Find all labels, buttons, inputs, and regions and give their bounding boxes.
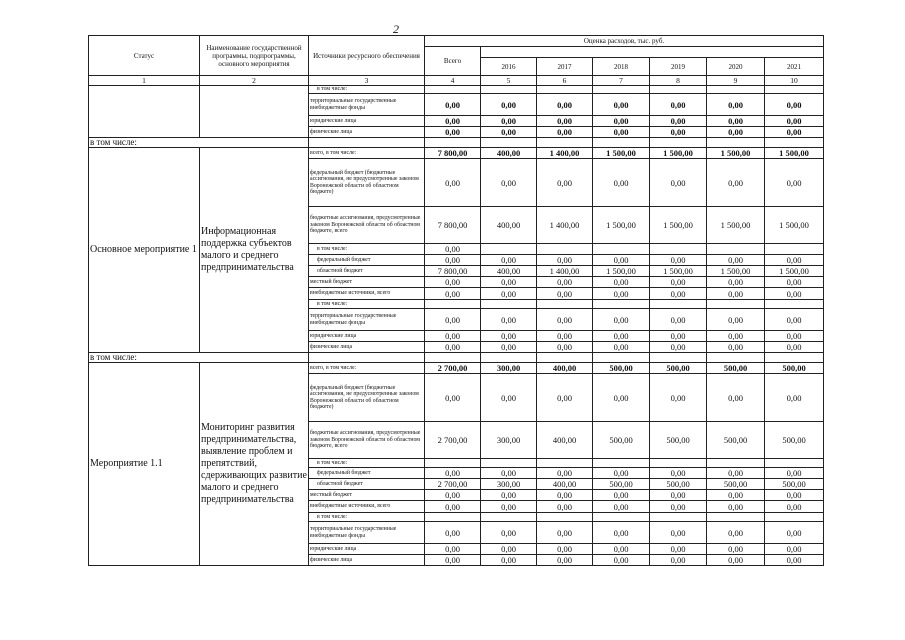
column-number: 5 (481, 76, 537, 86)
table-body (89, 36, 824, 566)
value-cell: 0,00 (765, 490, 824, 501)
value-cell: 0,00 (765, 127, 824, 138)
value-cell: 0,00 (765, 374, 824, 422)
value-cell: 0,00 (537, 342, 593, 353)
name-cell-continued (200, 86, 309, 138)
value-cell (650, 300, 707, 309)
source-cell: федеральный бюджет (309, 468, 425, 479)
value-cell: 0,00 (650, 555, 707, 566)
value-cell: 0,00 (537, 544, 593, 555)
value-cell: 400,00 (481, 148, 537, 159)
value-cell: 500,00 (650, 363, 707, 374)
value-cell: 0,00 (765, 255, 824, 266)
value-cell: 0,00 (537, 116, 593, 127)
source-cell: областной бюджет (309, 266, 425, 277)
column-number: 9 (707, 76, 765, 86)
value-cell (707, 513, 765, 522)
value-cell: 500,00 (707, 363, 765, 374)
column-number: 3 (309, 76, 425, 86)
empty-cell (707, 353, 765, 363)
value-cell: 0,00 (707, 255, 765, 266)
value-cell: 0,00 (425, 277, 481, 288)
value-cell (537, 513, 593, 522)
value-cell: 0,00 (593, 94, 650, 116)
value-cell (593, 244, 650, 255)
value-cell: 0,00 (707, 116, 765, 127)
value-cell (650, 459, 707, 468)
column-number: 10 (765, 76, 824, 86)
value-cell: 1 500,00 (593, 207, 650, 244)
value-cell: 0,00 (537, 490, 593, 501)
value-cell: 0,00 (707, 374, 765, 422)
value-cell: 0,00 (537, 555, 593, 566)
value-cell: 0,00 (650, 342, 707, 353)
header-status: Статус (89, 36, 200, 76)
header-estimate: Оценка расходов, тыс. руб. (425, 36, 824, 47)
empty-cell (537, 138, 593, 148)
value-cell: 0,00 (593, 116, 650, 127)
value-cell: 0,00 (765, 522, 824, 544)
value-cell: 500,00 (593, 422, 650, 459)
source-cell: юридические лица (309, 544, 425, 555)
value-cell: 0,00 (650, 116, 707, 127)
value-cell: 0,00 (425, 374, 481, 422)
empty-cell (593, 353, 650, 363)
value-cell: 1 400,00 (537, 148, 593, 159)
source-cell: федеральный бюджет (309, 255, 425, 266)
section-label: в том числе: (89, 138, 309, 148)
value-cell: 0,00 (707, 522, 765, 544)
value-cell: 0,00 (765, 555, 824, 566)
value-cell (765, 300, 824, 309)
source-cell: территориальные государственные внебюджетные фонды (309, 309, 425, 331)
value-cell: 1 500,00 (707, 207, 765, 244)
value-cell: 0,00 (650, 255, 707, 266)
empty-cell (593, 138, 650, 148)
value-cell: 0,00 (425, 501, 481, 513)
value-cell: 400,00 (481, 207, 537, 244)
status-cell-continued (89, 86, 200, 138)
value-cell: 0,00 (425, 288, 481, 300)
value-cell: 0,00 (593, 501, 650, 513)
value-cell: 0,00 (537, 277, 593, 288)
value-cell (425, 513, 481, 522)
value-cell: 0,00 (593, 374, 650, 422)
status-cell: Мероприятие 1.1 (89, 363, 200, 566)
table-row (89, 86, 824, 94)
value-cell: 0,00 (765, 331, 824, 342)
value-cell: 0,00 (707, 544, 765, 555)
empty-cell (537, 353, 593, 363)
value-cell (425, 300, 481, 309)
value-cell: 1 500,00 (593, 266, 650, 277)
value-cell: 0,00 (481, 94, 537, 116)
source-cell: территориальные государственные внебюджетные фонды (309, 94, 425, 116)
value-cell: 0,00 (481, 555, 537, 566)
value-cell (765, 86, 824, 94)
value-cell: 500,00 (765, 422, 824, 459)
value-cell: 1 500,00 (593, 148, 650, 159)
header-spacer (481, 47, 824, 58)
column-number-row (89, 76, 824, 86)
value-cell: 0,00 (707, 555, 765, 566)
value-cell: 0,00 (707, 331, 765, 342)
source-cell: в том числе: (309, 513, 425, 522)
source-cell: в том числе: (309, 300, 425, 309)
value-cell: 500,00 (593, 479, 650, 490)
value-cell: 0,00 (481, 288, 537, 300)
value-cell: 0,00 (537, 309, 593, 331)
value-cell: 300,00 (481, 422, 537, 459)
empty-cell (309, 353, 425, 363)
header-year: 2016 (481, 58, 537, 76)
value-cell: 0,00 (765, 309, 824, 331)
value-cell: 0,00 (765, 342, 824, 353)
header-year: 2017 (537, 58, 593, 76)
value-cell: 0,00 (707, 309, 765, 331)
header-name: Наименование государственной программы, подпрограммы, основного мероприятия (200, 36, 309, 76)
value-cell: 0,00 (537, 288, 593, 300)
value-cell: 0,00 (537, 255, 593, 266)
value-cell: 0,00 (593, 331, 650, 342)
value-cell (765, 459, 824, 468)
value-cell: 1 500,00 (765, 148, 824, 159)
empty-cell (707, 138, 765, 148)
value-cell: 2 700,00 (425, 363, 481, 374)
table-row (89, 148, 824, 159)
source-cell: в том числе: (309, 459, 425, 468)
value-cell: 0,00 (481, 277, 537, 288)
value-cell: 0,00 (707, 490, 765, 501)
section-row (89, 138, 824, 148)
value-cell: 0,00 (425, 331, 481, 342)
value-cell: 0,00 (425, 244, 481, 255)
value-cell: 0,00 (650, 309, 707, 331)
value-cell: 0,00 (425, 127, 481, 138)
page-number: 2 (393, 22, 399, 36)
source-cell: юридические лица (309, 331, 425, 342)
source-cell: территориальные государственные внебюджетные фонды (309, 522, 425, 544)
value-cell (707, 86, 765, 94)
column-number: 7 (593, 76, 650, 86)
value-cell: 1 500,00 (650, 148, 707, 159)
empty-cell (650, 353, 707, 363)
value-cell (593, 513, 650, 522)
value-cell: 0,00 (537, 522, 593, 544)
value-cell: 1 500,00 (707, 266, 765, 277)
value-cell (593, 86, 650, 94)
column-number: 1 (89, 76, 200, 86)
value-cell: 0,00 (425, 490, 481, 501)
value-cell: 0,00 (707, 277, 765, 288)
value-cell: 7 800,00 (425, 148, 481, 159)
value-cell (481, 513, 537, 522)
value-cell: 0,00 (425, 468, 481, 479)
value-cell: 7 800,00 (425, 266, 481, 277)
value-cell (481, 244, 537, 255)
empty-cell (481, 138, 537, 148)
source-cell: внебюджетные источники, всего (309, 501, 425, 513)
value-cell: 0,00 (593, 468, 650, 479)
column-number: 2 (200, 76, 309, 86)
column-number: 8 (650, 76, 707, 86)
value-cell: 0,00 (425, 116, 481, 127)
source-cell: в том числе: (309, 86, 425, 94)
value-cell: 0,00 (650, 127, 707, 138)
value-cell: 400,00 (537, 422, 593, 459)
value-cell (425, 86, 481, 94)
value-cell: 0,00 (593, 555, 650, 566)
value-cell: 500,00 (707, 479, 765, 490)
value-cell: 400,00 (481, 266, 537, 277)
value-cell (481, 300, 537, 309)
value-cell: 0,00 (425, 255, 481, 266)
value-cell: 0,00 (537, 501, 593, 513)
value-cell: 0,00 (765, 277, 824, 288)
value-cell (593, 300, 650, 309)
value-cell: 0,00 (481, 127, 537, 138)
source-cell: физические лица (309, 342, 425, 353)
value-cell: 0,00 (593, 277, 650, 288)
value-cell (765, 513, 824, 522)
value-cell (481, 86, 537, 94)
value-cell: 0,00 (537, 127, 593, 138)
source-cell: бюджетные ассигнования, предусмотренные законом Воронежской области об областном бюджете, всего (309, 422, 425, 459)
value-cell: 0,00 (537, 374, 593, 422)
value-cell: 0,00 (481, 159, 537, 207)
value-cell: 1 500,00 (650, 266, 707, 277)
value-cell: 0,00 (650, 468, 707, 479)
value-cell: 1 500,00 (707, 148, 765, 159)
value-cell: 0,00 (537, 159, 593, 207)
value-cell: 0,00 (481, 331, 537, 342)
value-cell: 1 500,00 (650, 207, 707, 244)
name-cell: Информационная поддержка субъектов малого и среднего предпринимательства (200, 148, 309, 353)
source-cell: всего, в том числе: (309, 363, 425, 374)
value-cell: 0,00 (765, 94, 824, 116)
empty-cell (425, 353, 481, 363)
value-cell: 500,00 (765, 479, 824, 490)
value-cell (537, 244, 593, 255)
value-cell: 0,00 (593, 490, 650, 501)
value-cell: 0,00 (650, 501, 707, 513)
value-cell: 0,00 (707, 468, 765, 479)
value-cell: 500,00 (650, 479, 707, 490)
value-cell: 0,00 (425, 309, 481, 331)
value-cell (650, 513, 707, 522)
value-cell: 300,00 (481, 363, 537, 374)
value-cell: 0,00 (481, 544, 537, 555)
empty-cell (481, 353, 537, 363)
value-cell (537, 86, 593, 94)
value-cell: 0,00 (481, 309, 537, 331)
value-cell: 1 400,00 (537, 266, 593, 277)
value-cell: 0,00 (481, 116, 537, 127)
value-cell: 0,00 (425, 544, 481, 555)
value-cell: 0,00 (481, 468, 537, 479)
status-cell: Основное мероприятие 1 (89, 148, 200, 353)
source-cell: в том числе: (309, 244, 425, 255)
value-cell: 0,00 (425, 159, 481, 207)
value-cell: 0,00 (650, 374, 707, 422)
value-cell: 0,00 (481, 501, 537, 513)
value-cell (707, 300, 765, 309)
value-cell: 2 700,00 (425, 422, 481, 459)
header-total: Всего (425, 47, 481, 76)
value-cell: 1 500,00 (765, 266, 824, 277)
value-cell: 0,00 (707, 127, 765, 138)
value-cell: 0,00 (765, 159, 824, 207)
value-cell: 300,00 (481, 479, 537, 490)
value-cell: 0,00 (537, 94, 593, 116)
table-row (89, 363, 824, 374)
value-cell: 0,00 (707, 159, 765, 207)
value-cell: 0,00 (707, 288, 765, 300)
source-cell: федеральный бюджет (бюджетные ассигнования, не предусмотренные законом Воронежской области об областном бюджете) (309, 159, 425, 207)
value-cell: 0,00 (650, 544, 707, 555)
value-cell: 400,00 (537, 363, 593, 374)
value-cell: 0,00 (481, 374, 537, 422)
value-cell: 0,00 (650, 522, 707, 544)
header-year: 2018 (593, 58, 650, 76)
empty-cell (425, 138, 481, 148)
value-cell: 0,00 (707, 501, 765, 513)
value-cell: 0,00 (765, 468, 824, 479)
source-cell: областной бюджет (309, 479, 425, 490)
empty-cell (309, 138, 425, 148)
value-cell: 2 700,00 (425, 479, 481, 490)
value-cell: 0,00 (593, 544, 650, 555)
name-cell: Мониторинг развития предпринимательства, выявление проблем и препятствий, сдерживающих развитие малого и среднего предпринимательства (200, 363, 309, 566)
header-year: 2020 (707, 58, 765, 76)
value-cell: 0,00 (650, 490, 707, 501)
empty-cell (650, 138, 707, 148)
value-cell: 1 400,00 (537, 207, 593, 244)
header-year: 2019 (650, 58, 707, 76)
source-cell: физические лица (309, 555, 425, 566)
value-cell: 0,00 (537, 468, 593, 479)
value-cell: 400,00 (537, 479, 593, 490)
value-cell: 0,00 (481, 255, 537, 266)
value-cell: 500,00 (707, 422, 765, 459)
value-cell: 0,00 (650, 277, 707, 288)
value-cell (593, 459, 650, 468)
value-cell: 0,00 (481, 522, 537, 544)
value-cell: 0,00 (425, 342, 481, 353)
value-cell: 0,00 (650, 159, 707, 207)
source-cell: физические лица (309, 127, 425, 138)
source-cell: бюджетные ассигнования, предусмотренные законом Воронежской области об областном бюджете, всего (309, 207, 425, 244)
column-number: 4 (425, 76, 481, 86)
header-year: 2021 (765, 58, 824, 76)
value-cell (765, 244, 824, 255)
value-cell: 0,00 (425, 522, 481, 544)
value-cell: 0,00 (593, 127, 650, 138)
value-cell: 0,00 (481, 490, 537, 501)
value-cell (537, 459, 593, 468)
budget-table (88, 35, 824, 566)
value-cell: 0,00 (765, 116, 824, 127)
empty-cell (765, 138, 824, 148)
value-cell (650, 86, 707, 94)
value-cell: 0,00 (593, 255, 650, 266)
value-cell: 0,00 (650, 94, 707, 116)
header-sources: Источники ресурсного обеспечения (309, 36, 425, 76)
value-cell: 0,00 (765, 288, 824, 300)
value-cell: 0,00 (593, 159, 650, 207)
value-cell: 0,00 (593, 342, 650, 353)
value-cell: 0,00 (425, 94, 481, 116)
value-cell: 7 800,00 (425, 207, 481, 244)
value-cell: 500,00 (765, 363, 824, 374)
source-cell: внебюджетные источники, всего (309, 288, 425, 300)
value-cell: 1 500,00 (765, 207, 824, 244)
empty-cell (765, 353, 824, 363)
value-cell: 0,00 (481, 342, 537, 353)
source-cell: всего, в том числе: (309, 148, 425, 159)
value-cell: 0,00 (593, 309, 650, 331)
source-cell: юридические лица (309, 116, 425, 127)
value-cell (650, 244, 707, 255)
value-cell: 0,00 (650, 288, 707, 300)
value-cell (707, 459, 765, 468)
section-row (89, 353, 824, 363)
source-cell: федеральный бюджет (бюджетные ассигнования, не предусмотренные законом Воронежской области об областном бюджете) (309, 374, 425, 422)
section-label: в том числе: (89, 353, 309, 363)
value-cell (481, 459, 537, 468)
value-cell: 500,00 (650, 422, 707, 459)
source-cell: местный бюджет (309, 490, 425, 501)
value-cell: 0,00 (537, 331, 593, 342)
source-cell: местный бюджет (309, 277, 425, 288)
value-cell: 0,00 (650, 331, 707, 342)
value-cell: 0,00 (593, 522, 650, 544)
value-cell (537, 300, 593, 309)
value-cell: 0,00 (707, 342, 765, 353)
value-cell (707, 244, 765, 255)
value-cell: 0,00 (707, 94, 765, 116)
value-cell: 0,00 (425, 555, 481, 566)
value-cell: 0,00 (593, 288, 650, 300)
column-number: 6 (537, 76, 593, 86)
value-cell (425, 459, 481, 468)
value-cell: 500,00 (593, 363, 650, 374)
value-cell: 0,00 (765, 544, 824, 555)
value-cell: 0,00 (765, 501, 824, 513)
